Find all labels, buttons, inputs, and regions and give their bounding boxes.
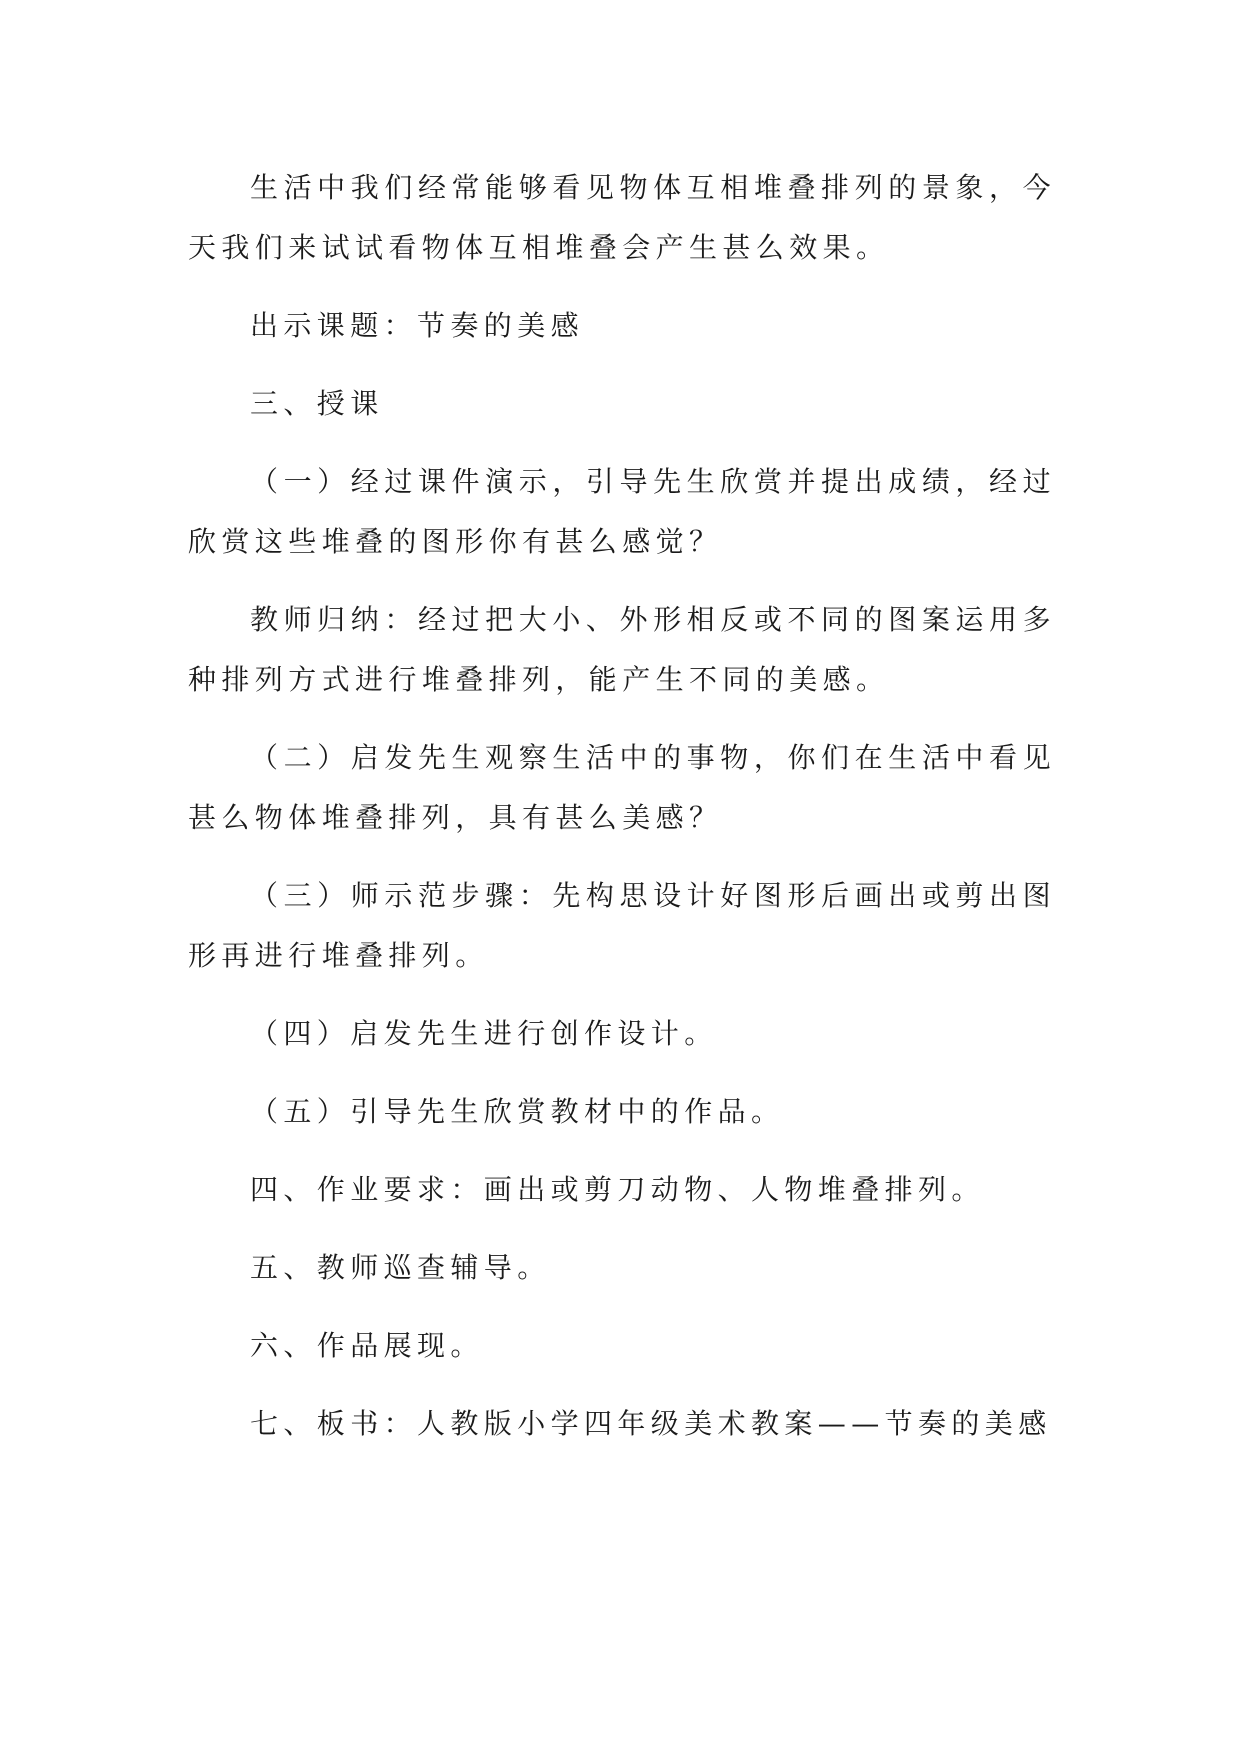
paragraph-step-1: （一）经过课件演示，引导先生欣赏并提出成绩，经过欣赏这些堆叠的图形你有甚么感觉？ [188,465,1056,558]
paragraph-step-5: （五）引导先生欣赏教材中的作品。 [250,1095,785,1128]
paragraph-step-4: （四）启发先生进行创作设计。 [250,1017,718,1050]
heading-exhibition: 六、作品展现。 [250,1329,484,1362]
paragraph-intro: 生活中我们经常能够看见物体互相堆叠排列的景象，今天我们来试试看物体互相堆叠会产生甚么效果。 [188,171,1056,264]
document-page [188,158,1056,1472]
heading-homework: 四、作业要求：画出或剪刀动物、人物堆叠排列。 [250,1173,985,1206]
paragraph-teacher-summary: 教师归纳：经过把大小、外形相反或不同的图案运用多种排列方式进行堆叠排列，能产生不同的美感。 [188,603,1056,696]
heading-inspection: 五、教师巡查辅导。 [250,1251,551,1284]
heading-teaching: 三、授课 [250,387,384,420]
paragraph-topic: 出示课题：节奏的美感 [250,309,585,342]
heading-blackboard: 七、板书：人教版小学四年级美术教案——节奏的美感 [250,1407,1052,1440]
paragraph-step-2: （二）启发先生观察生活中的事物，你们在生活中看见甚么物体堆叠排列，具有甚么美感？ [188,741,1056,834]
paragraph-step-3: （三）师示范步骤：先构思设计好图形后画出或剪出图形再进行堆叠排列。 [188,879,1056,972]
